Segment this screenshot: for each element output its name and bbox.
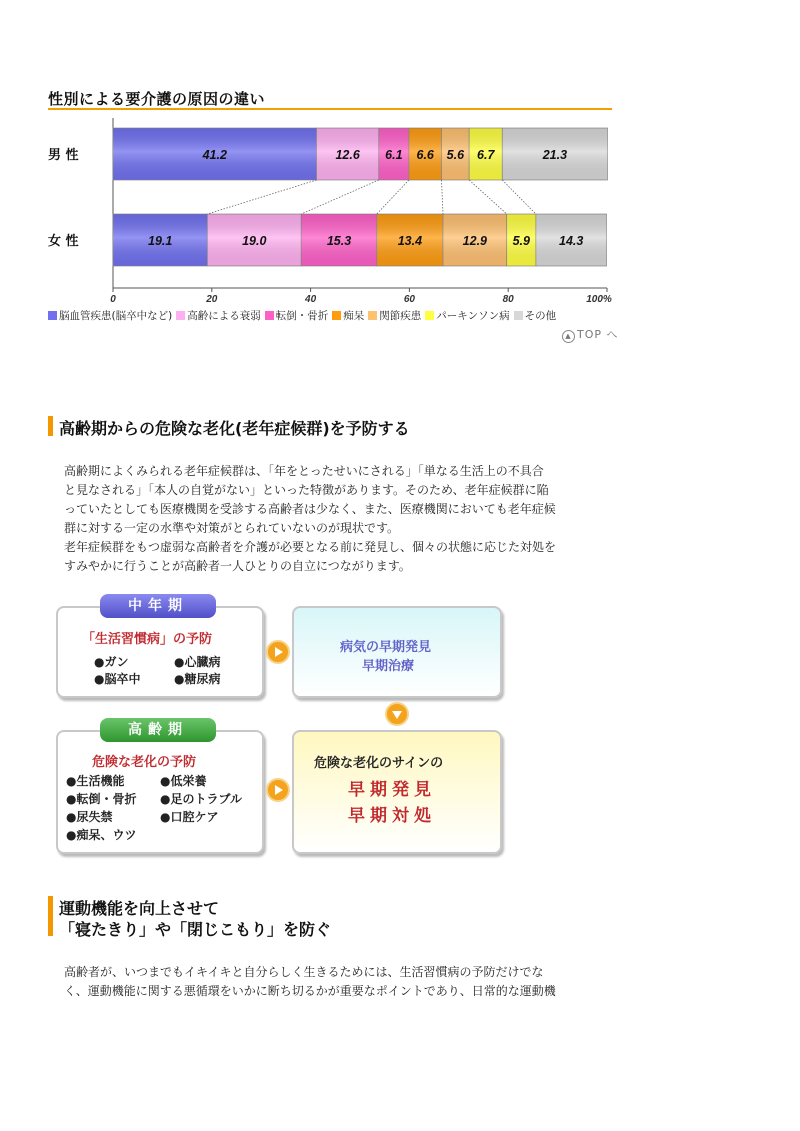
legend-swatch [176, 311, 185, 320]
x-tick-label: 100% [586, 294, 612, 305]
data-label: 19.0 [242, 234, 267, 248]
connector-line [442, 180, 443, 214]
x-tick-label: 0 [110, 294, 116, 305]
data-label: 41.2 [202, 148, 227, 162]
legend-label: 転倒・骨折 [275, 310, 329, 322]
connector-line [207, 180, 316, 214]
legend-label: 関節疾患 [379, 310, 422, 322]
item-low-nutrition: ●低栄養 [160, 774, 207, 788]
item-oral-care: ●口腔ケア [160, 810, 219, 824]
chart-title: 性別による要介護の原因の違い [48, 90, 266, 108]
paragraph-line: っていたとしても医療機関を受診する高齢者は少なく、また、医療機関においても老年症候 [64, 502, 556, 516]
legend-item [368, 308, 421, 323]
right-arrow-icon [266, 640, 290, 664]
item-cancer: ●ガン [94, 655, 129, 669]
legend-item [514, 308, 557, 323]
paragraph-line: 老年症候群をもつ虚弱な高齢者を介護が必要となる前に発見し、個々の状態に応じた対処を [64, 540, 557, 554]
legend-swatch [514, 311, 523, 320]
section-title: 高齢期からの危険な老化(老年症候群)を予防する [59, 419, 410, 438]
legend-item [176, 308, 261, 323]
category-label: 男 性 [48, 148, 79, 163]
mid-age-heading: 「生活習慣病」の予防 [82, 632, 213, 647]
legend-label: その他 [524, 310, 557, 322]
stacked-bar-chart [40, 118, 630, 308]
item-foot-trouble: ●足のトラブル [160, 792, 242, 806]
data-label: 5.6 [446, 148, 465, 162]
connector-line [301, 180, 379, 214]
item-diabetes: ●糖尿病 [174, 672, 221, 686]
legend-swatch [425, 311, 434, 320]
connector-line [502, 180, 536, 214]
data-label: 19.1 [148, 234, 173, 248]
connector-line [377, 180, 409, 214]
data-label: 6.6 [416, 148, 434, 162]
paragraph-line: 高齢者が、いつまでもイキイキと自分らしく生きるためには、生活習慣病の予防だけでな [64, 965, 544, 979]
legend-swatch [332, 311, 341, 320]
legend-label: 高齢による衰弱 [187, 310, 261, 322]
item-stroke: ●脳卒中 [94, 672, 141, 686]
legend-label: 痴呆 [343, 310, 365, 322]
early-detection-line1: 病気の早期発見 [340, 640, 432, 655]
danger-sign-line1: 危険な老化のサインの [314, 756, 444, 771]
paragraph-line: 群に対する一定の水準や対策がとられていないのが現状です。 [64, 521, 400, 535]
legend-item [265, 308, 329, 323]
category-label: 女 性 [48, 234, 79, 249]
down-arrow-icon [385, 702, 409, 726]
section-title-line1: 運動機能を向上させて [59, 899, 220, 918]
top-link[interactable]: ▲ TOP へ [562, 326, 619, 343]
elderly-heading: 危険な老化の予防 [92, 755, 197, 770]
x-tick-label: 20 [206, 294, 218, 305]
item-dementia: ●痴呆、ウツ [66, 828, 137, 842]
danger-sign-line3: 早期対処 [348, 806, 436, 826]
right-arrow-icon [266, 778, 290, 802]
data-label: 5.9 [512, 234, 530, 248]
data-label: 12.6 [335, 148, 360, 162]
data-label: 13.4 [397, 234, 423, 248]
x-tick-label: 80 [502, 294, 514, 305]
legend-label: 脳血管疾患(脳卒中など) [59, 310, 173, 322]
item-heart: ●心臓病 [174, 655, 221, 669]
item-incontinence: ●尿失禁 [66, 810, 113, 824]
mid-age-box [56, 606, 264, 698]
legend-swatch [368, 311, 377, 320]
paragraph-line: すみやかに行うことが高齢者一人ひとりの自立につながります。 [64, 559, 411, 573]
legend-item [425, 308, 509, 323]
paragraph-line: と見なされる」「本人の自覚がない」といった特徴があります。そのため、老年症候群に陥 [64, 483, 549, 497]
data-label: 15.3 [326, 234, 352, 248]
legend-item [332, 308, 364, 323]
section-title-line2: 「寝たきり」や「閉じこもり」を防ぐ [59, 920, 332, 939]
data-label: 12.9 [462, 234, 488, 248]
data-label: 6.7 [477, 148, 495, 162]
chart-legend [48, 308, 560, 323]
item-life-function: ●生活機能 [66, 774, 125, 788]
legend-swatch [48, 311, 57, 320]
exercise-paragraph [64, 963, 624, 1001]
item-fall-fracture: ●転倒・骨折 [66, 792, 137, 806]
legend-label: パーキンソン病 [436, 310, 510, 322]
x-tick-label: 60 [403, 294, 415, 305]
data-label: 14.3 [559, 234, 584, 248]
paragraph-line: く、運動機能に関する悪循環をいかに断ち切るかが重要なポイントであり、日常的な運動機 [64, 984, 556, 998]
data-label: 21.3 [542, 148, 568, 162]
x-tick-label: 40 [305, 294, 317, 305]
elderly-label: 高齢期 [100, 718, 216, 742]
section-marker [48, 896, 53, 936]
legend-item [48, 308, 172, 323]
up-arrow-icon: ▲ [562, 330, 575, 343]
title-underline [48, 108, 612, 110]
danger-sign-line2: 早期発見 [348, 780, 436, 800]
legend-swatch [265, 311, 274, 320]
data-label: 6.1 [385, 148, 403, 162]
paragraph-line: 高齢期によくみられる老年症候群は、「年をとったせいにされる」「単なる生活上の不具合 [64, 464, 544, 478]
connector-line [469, 180, 507, 214]
section-marker [48, 416, 53, 436]
intro-paragraph [64, 462, 624, 576]
early-detection-line2: 早期治療 [362, 659, 415, 674]
mid-age-label: 中年期 [100, 594, 216, 618]
